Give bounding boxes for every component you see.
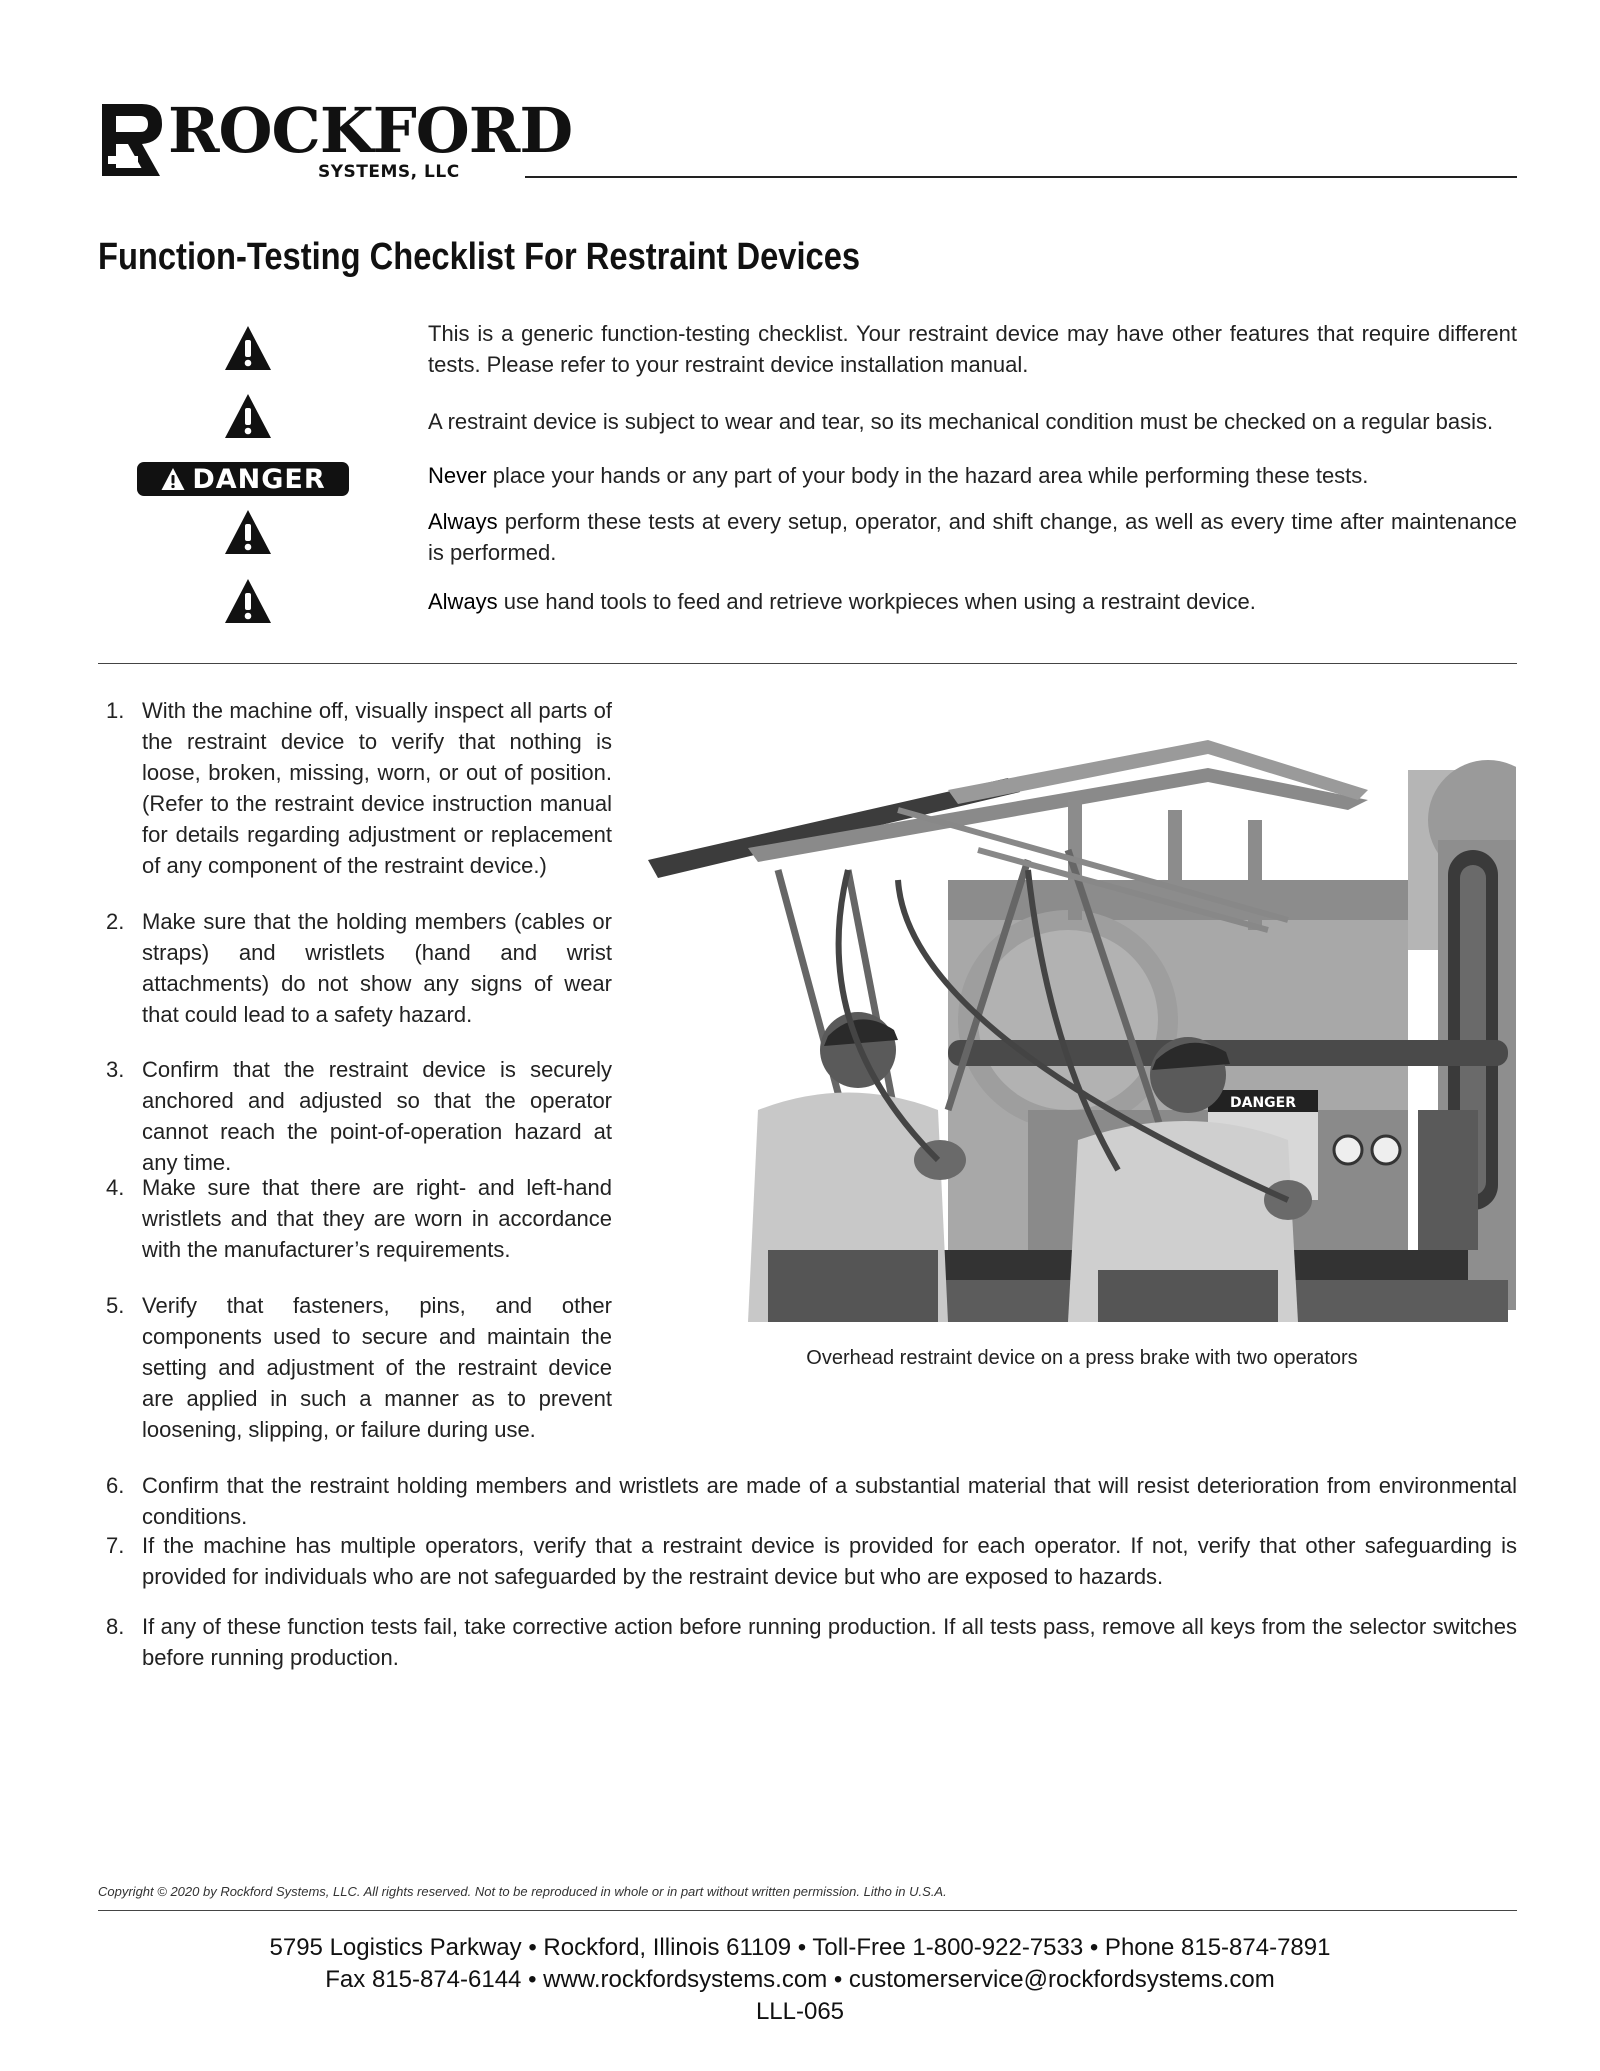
checklist-step: 8. If any of these function tests fail, take corrective action before running production. If all tests pass, remove all keys from the selector switches before running production.	[106, 1614, 1517, 1670]
company-logo	[98, 94, 573, 186]
danger-label-text: DANGER	[192, 463, 326, 495]
footer-divider	[98, 1910, 1517, 1911]
intro-paragraph: Always perform these tests at every setup, operator, and shift change, as well as every time after maintenance is performed.	[428, 509, 1517, 565]
intro-paragraph: Always use hand tools to feed and retrieve workpieces when using a restraint device.	[428, 589, 1256, 614]
checklist-step: 6. Confirm that the restraint holding members and wristlets are made of a substantial material that will resist deterioration from environmental conditions.	[106, 1473, 1517, 1529]
checklist-step: 4. Make sure that there are right- and left-hand wristlets and that they are worn in accordance with the manufacturer’s requirements.	[106, 1175, 612, 1262]
footer-address: 5795 Logistics Parkway • Rockford, Illinois 61109 • Toll-Free 1-800-922-7533 • Phone 815-874-7891	[269, 1934, 1331, 1961]
checklist-step: 3. Confirm that the restraint device is securely anchored and adjusted so that the operator cannot reach the point-of-operation hazard at any time.	[106, 1057, 612, 1175]
warning-triangle-icon	[223, 577, 273, 625]
section-divider	[98, 663, 1517, 664]
danger-signal-word	[137, 462, 349, 496]
checklist-step: 7. If the machine has multiple operators, verify that a restraint device is provided for each operator. If not, verify that other safeguarding is provided for individuals who are not safeguarded by the restraint device but who are exposed to hazards.	[106, 1533, 1517, 1589]
header-divider	[525, 176, 1517, 178]
brand-name: ROCKFORD	[168, 94, 573, 167]
footer-contact: Fax 815-874-6144 • www.rockfordsystems.com • customerservice@rockfordsystems.com	[325, 1966, 1275, 1993]
warning-triangle-icon	[223, 392, 273, 440]
warning-triangle-icon	[223, 508, 273, 556]
intro-paragraph: Never place your hands or any part of your body in the hazard area while performing these tests.	[428, 463, 1369, 488]
press-brake-photo	[648, 730, 1516, 1322]
intro-paragraph: This is a generic function-testing checklist. Your restraint device may have other features that require different tests. Please refer to your restraint device installation manual.	[428, 321, 1517, 377]
checklist-step: 1. With the machine off, visually inspect all parts of the restraint device to verify that nothing is loose, broken, missing, worn, or out of position. (Refer to the restraint device instruction manual for details regarding adjustment or replacement of any component of the restraint device.)	[106, 698, 612, 878]
copyright-notice: Copyright © 2020 by Rockford Systems, LLC. All rights reserved. Not to be reproduced in whole or in part without written permission. Litho in U.S.A.	[98, 1884, 947, 1899]
warning-triangle-icon	[160, 467, 186, 491]
document-id: LLL-065	[755, 1998, 845, 2025]
brand-subtitle: SYSTEMS, LLC	[318, 162, 460, 182]
checklist-step: 5. Verify that fasteners, pins, and other components used to secure and maintain the setting and adjustment of the restraint device are applied in such a manner as to prevent loosening, slipping, or failure during use.	[106, 1293, 612, 1442]
page-title: Function-Testing Checklist For Restraint Devices	[98, 236, 861, 278]
photo-caption: Overhead restraint device on a press brake with two operators	[806, 1347, 1358, 1369]
warning-triangle-icon	[223, 324, 273, 372]
checklist-step: 2. Make sure that the holding members (cables or straps) and wristlets (hand and wrist attachments) do not show any signs of wear that could lead to a safety hazard.	[106, 909, 612, 1027]
rs-monogram-icon	[98, 98, 166, 180]
intro-paragraph: A restraint device is subject to wear and tear, so its mechanical condition must be checked on a regular basis.	[428, 409, 1494, 434]
machine-danger-sign-text: DANGER	[1229, 1095, 1297, 1111]
